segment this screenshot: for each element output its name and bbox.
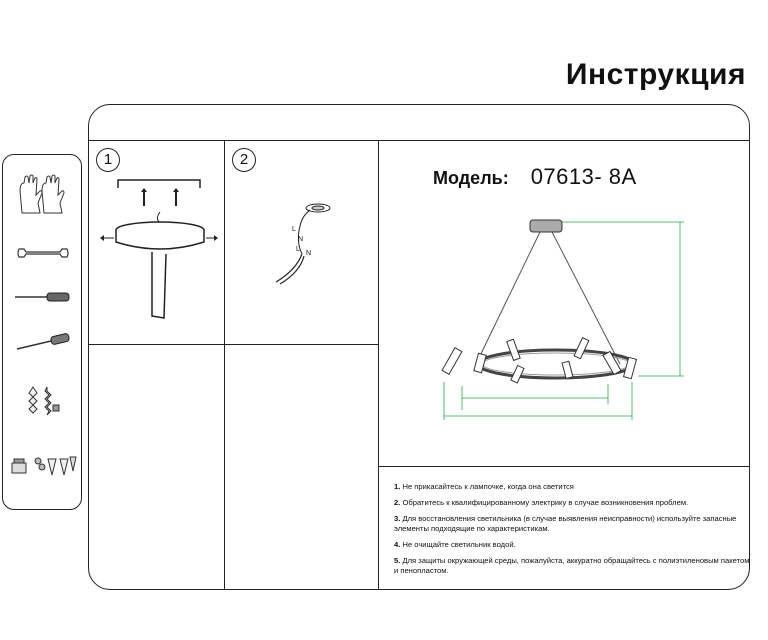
wire-label-l-bottom: L — [296, 246, 300, 253]
chandelier-drawing — [440, 214, 690, 424]
screwdriver-icon — [3, 289, 83, 305]
frame-top-divider — [88, 140, 750, 141]
note-item: 3. Для восстановления светильника (в случае выявления неисправности) используйте запасные элементы подходящие по характеристикам. — [394, 514, 737, 533]
step-1-illustration — [100, 172, 220, 322]
page-title: Инструкция — [565, 58, 746, 91]
safety-notes — [394, 482, 750, 582]
wire-label-l-top: L — [292, 226, 296, 233]
note-item: 2. Обратитесь к квалифицированному электрику в случае возникновения проблем. — [394, 498, 689, 507]
notes-divider — [378, 466, 750, 467]
column-divider-2 — [378, 140, 379, 590]
note-item: 4. Не очищайте светильник водой. — [394, 540, 516, 549]
model-info — [433, 164, 637, 190]
note-item: 5. Для защиты окружающей среды, пожалуйста, аккуратно обращайтесь с полиэтиленовым пакетом и пенопластом. — [394, 556, 750, 575]
wire-label-n-bottom: N — [306, 250, 312, 257]
wrench-icon — [3, 243, 83, 263]
row-divider — [88, 344, 378, 345]
gloves-icon — [3, 173, 83, 217]
step-2-number: 2 — [232, 148, 256, 172]
tools-panel — [2, 154, 82, 510]
model-number: 07613- 8A — [530, 164, 637, 189]
step-1-number: 1 — [96, 148, 120, 172]
step-2-wiring-illustration — [262, 196, 342, 292]
wire-label-n-top: N — [298, 236, 304, 243]
anchor-screw-icon — [3, 383, 83, 417]
model-label: Модель: — [433, 168, 509, 188]
screwdriver-long-icon — [3, 331, 83, 353]
note-item: 1. Не прикасайтесь к лампочке, когда она светится — [394, 482, 574, 491]
column-divider-1 — [224, 140, 225, 590]
terminal-block-icon — [3, 451, 83, 481]
